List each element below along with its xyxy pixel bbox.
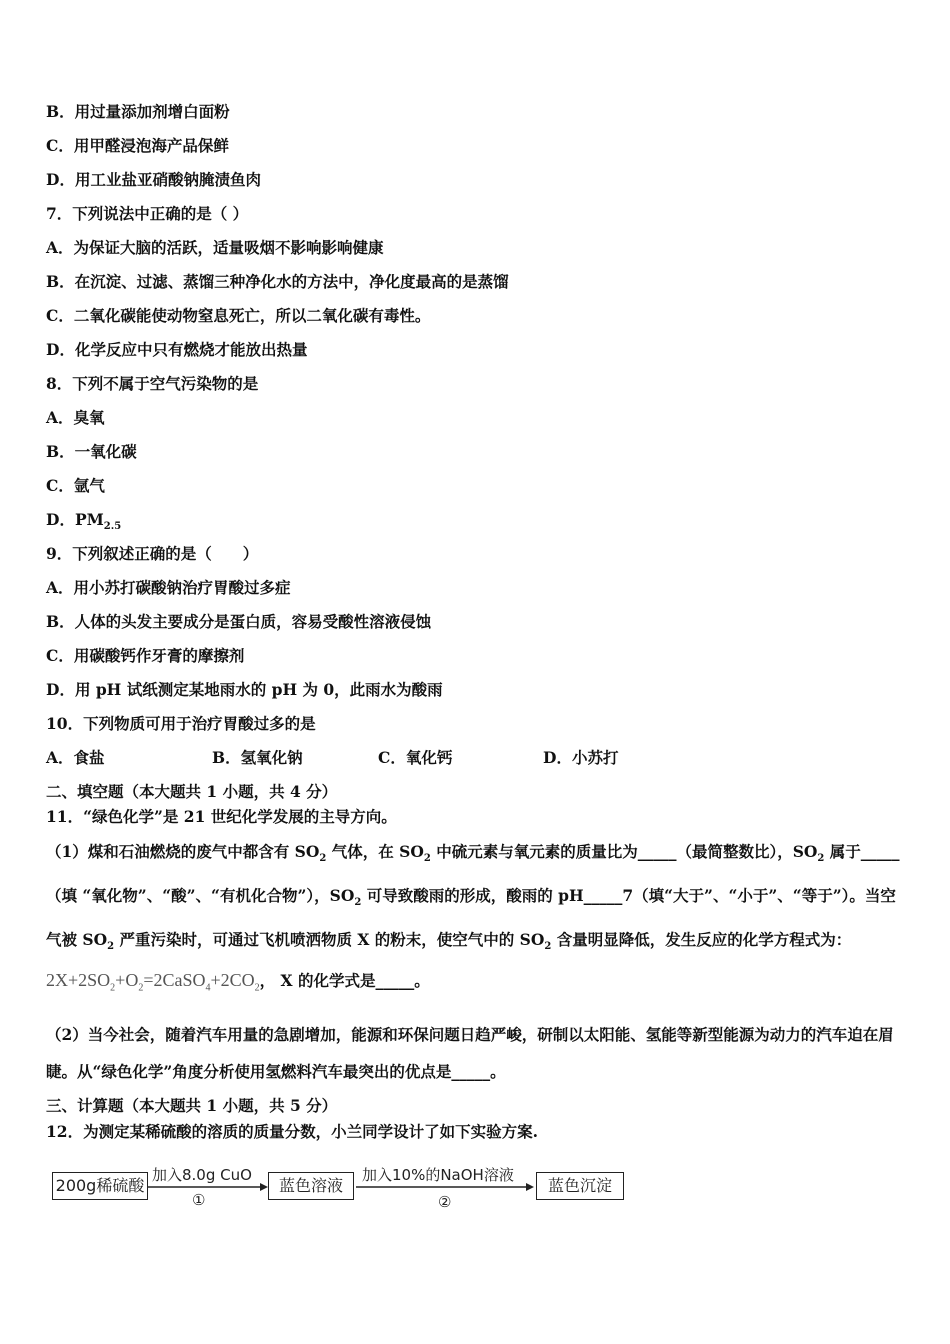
- q11-equation: $2X+2SO_2+O_2=2CaSO_4+2CO_2$: [46, 970, 260, 994]
- flow-box-blue-precipitate: 蓝色沉淀: [536, 1172, 624, 1200]
- q8-option-b: B．一氧化碳: [46, 442, 137, 461]
- q7-option-a: A．为保证大脑的活跃，适量吸烟不影响影响健康: [46, 238, 384, 257]
- q10-option-d: D．小苏打: [543, 748, 619, 767]
- flow-step2: ②: [438, 1193, 452, 1211]
- experiment-flow-diagram: [0, 1150, 950, 1220]
- q10-stem: 10．下列物质可用于治疗胃酸过多的是: [46, 714, 316, 733]
- q9-option-c: C．用碳酸钙作牙膏的摩擦剂: [46, 646, 245, 665]
- flow-arrow1-icon: [148, 1183, 268, 1193]
- q9-option-a: A．用小苏打碳酸钠治疗胃酸过多症: [46, 578, 291, 597]
- flow-box-blue-solution: 蓝色溶液: [268, 1172, 354, 1200]
- q9-option-d: D．用 pH 试纸测定某地雨水的 pH 为 0，此雨水为酸雨: [46, 680, 443, 699]
- q11-stem: 11．“绿色化学”是 21 世纪化学发展的主导方向。: [46, 807, 397, 826]
- q6-option-b: B．用过量添加剂增白面粉: [46, 102, 230, 121]
- section-3-heading: 三、计算题（本大题共 1 小题，共 5 分）: [46, 1096, 338, 1115]
- q8-stem: 8．下列不属于空气污染物的是: [46, 374, 259, 393]
- q10-option-a: A．食盐: [46, 748, 105, 767]
- q10-option-b: B．氢氧化钠: [212, 748, 303, 767]
- q12-stem: 12．为测定某稀硫酸的溶质的质量分数，小兰同学设计了如下实验方案.: [46, 1122, 538, 1141]
- q11-part1: （1）煤和石油燃烧的废气中都含有 $SO_2$ 气体，在 $SO_2$ 中硫元素与氧元素的质量比为_____（最简整数比），$SO_2$ 属于_____（填 “氧化物”、“酸”、“有机化合物”），$SO_2$ 可导致酸雨的形成，酸雨的 pH_____7（填“大于”、“小于”、“等于”）。当空气被 $SO_2$ 严重污染时，可通过飞机喷洒物质 X 的粉末，使空气中的 $SO_2$ 含量明显降低，发生反应的化学方程式为：: [46, 842, 900, 953]
- q11-equation-line: $2X+2SO_2+O_2=2CaSO_4+2CO_2$， X 的化学式是_____。: [46, 970, 430, 994]
- q9-option-b: B．人体的头发主要成分是蛋白质，容易受酸性溶液侵蚀: [46, 612, 432, 631]
- q7-option-d: D．化学反应中只有燃烧才能放出热量: [46, 340, 308, 359]
- flow-arrow1-label: 加入8.0g CuO: [152, 1166, 252, 1184]
- q6-option-d: D．用工业盐亚硝酸钠腌渍鱼肉: [46, 170, 261, 189]
- q7-option-c: C．二氧化碳能使动物窒息死亡，所以二氧化碳有毒性。: [46, 306, 431, 325]
- q6-option-c: C．用甲醛浸泡海产品保鲜: [46, 136, 229, 155]
- flow-box-dilute-sulfuric-acid: 200g稀硫酸: [52, 1172, 148, 1200]
- q8-option-d: D．$PM_{2.5}$: [46, 510, 122, 533]
- q11-part2: （2）当今社会，随着汽车用量的急剧增加，能源和环保问题日趋严峻，研制以太阳能、氢能等新型能源为动力的汽车迫在眉睫。从“绿色化学”角度分析使用氢燃料汽车最突出的优点是_____。: [46, 1025, 894, 1081]
- q9-stem: 9．下列叙述正确的是（ ）: [46, 544, 259, 563]
- q7-option-b: B．在沉淀、过滤、蒸馏三种净化水的方法中，净化度最高的是蒸馏: [46, 272, 509, 291]
- q8-option-a: A．臭氧: [46, 408, 105, 427]
- flow-arrow2-icon: [356, 1183, 534, 1193]
- flow-step1: ①: [192, 1191, 206, 1209]
- flow-arrow2-label: 加入10%的NaOH溶液: [362, 1166, 514, 1184]
- q7-stem: 7．下列说法中正确的是（ ）: [46, 204, 249, 223]
- q10-option-c: C．氧化钙: [378, 748, 453, 767]
- section-2-heading: 二、填空题（本大题共 1 小题，共 4 分）: [46, 782, 338, 801]
- q8-option-c: C．氩气: [46, 476, 105, 495]
